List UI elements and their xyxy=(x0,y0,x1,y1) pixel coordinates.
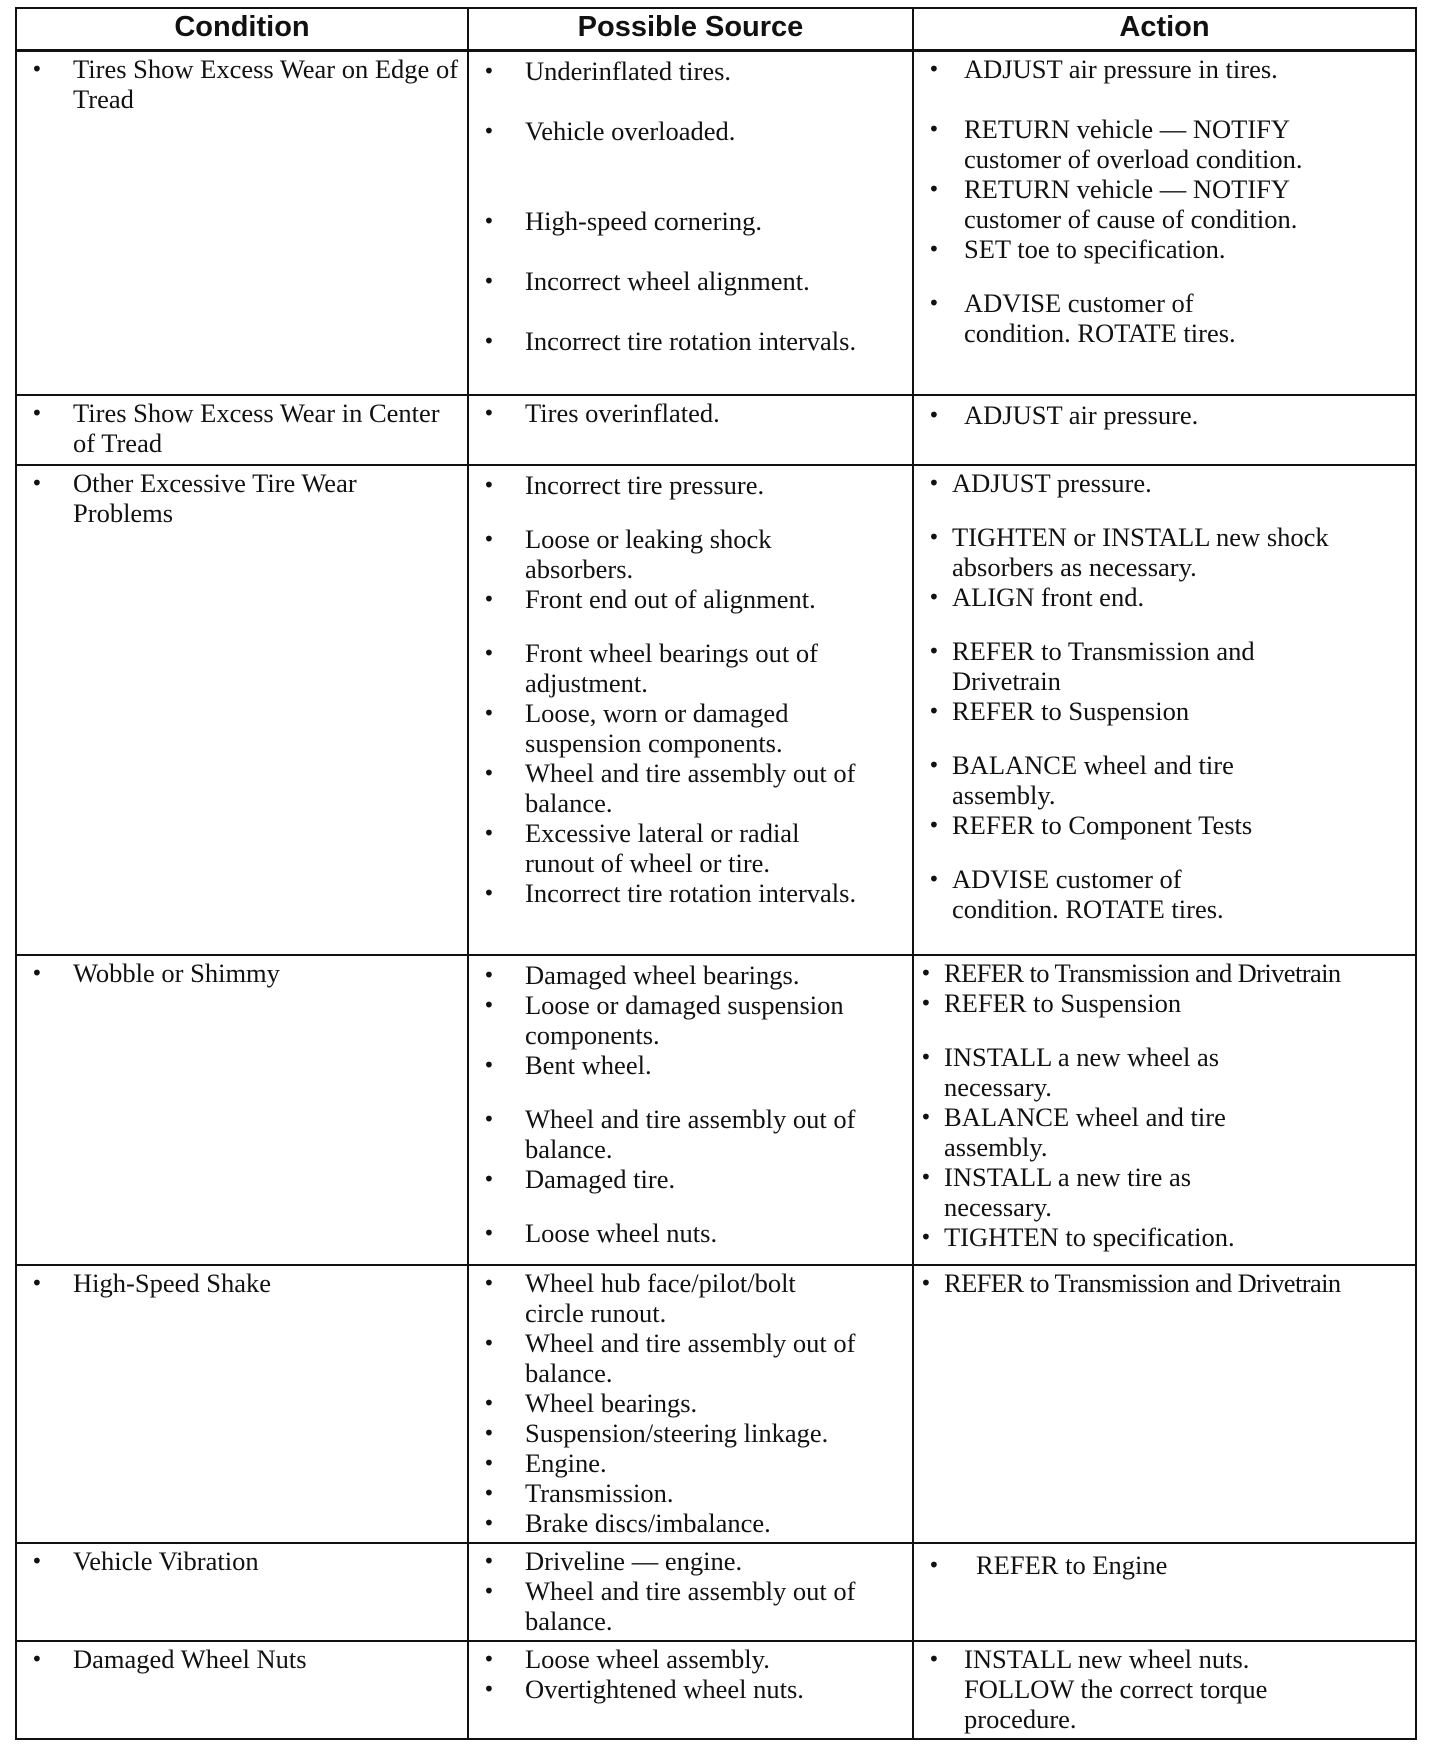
condition-cell xyxy=(16,1265,468,1543)
list-item xyxy=(469,584,908,614)
bullet-icon: • xyxy=(483,1548,495,1573)
source-text: Wheel hub face/pilot/bolt circle runout. xyxy=(525,1267,796,1328)
action-cell xyxy=(913,955,1416,1265)
bullet-icon: • xyxy=(483,119,495,143)
list-item xyxy=(17,54,463,114)
list-item xyxy=(469,990,908,1050)
condition-text: Vehicle Vibration xyxy=(73,1545,259,1576)
bullet-icon: • xyxy=(483,400,495,425)
condition-text: Other Excessive Tire Wear Problems xyxy=(73,467,357,528)
action-text: INSTALL a new tire as necessary. xyxy=(944,1161,1192,1222)
list-item xyxy=(469,1218,908,1248)
source-cell xyxy=(468,465,913,955)
source-text: Incorrect tire rotation intervals. xyxy=(525,326,857,356)
source-text: Vehicle overloaded. xyxy=(525,116,736,146)
bullet-icon: • xyxy=(928,470,940,495)
list-item xyxy=(914,864,1411,924)
bullet-icon: • xyxy=(31,960,43,985)
source-text: Front end out of alignment. xyxy=(525,583,816,614)
source-text: Front wheel bearings out of adjustment. xyxy=(525,637,818,698)
column-header-source: Possible Source xyxy=(468,8,913,51)
action-text: TIGHTEN to specification. xyxy=(944,1221,1235,1252)
list-item xyxy=(469,56,908,86)
source-text: Wheel and tire assembly out of balance. xyxy=(525,1327,856,1388)
list-item xyxy=(469,1418,908,1448)
condition-text: Damaged Wheel Nuts xyxy=(73,1643,307,1674)
table-row xyxy=(16,51,1416,395)
list-item xyxy=(469,1050,908,1080)
bullet-icon: • xyxy=(483,820,495,845)
action-text: REFER to Transmission and Drivetrain xyxy=(944,1267,1341,1298)
table-row xyxy=(16,955,1416,1265)
list-item xyxy=(914,636,1411,696)
action-text: INSTALL new wheel nuts. FOLLOW the correct torque procedure. xyxy=(964,1643,1268,1734)
source-text: Incorrect tire rotation intervals. xyxy=(525,877,857,908)
bullet-icon: • xyxy=(483,1052,495,1077)
source-text: Suspension/steering linkage. xyxy=(525,1417,829,1448)
action-cell xyxy=(913,1265,1416,1543)
list-item xyxy=(914,522,1411,582)
source-text: Loose wheel assembly. xyxy=(525,1643,770,1674)
bullet-icon: • xyxy=(483,1166,495,1191)
action-cell xyxy=(913,1543,1416,1641)
bullet-icon: • xyxy=(483,880,495,905)
bullet-icon: • xyxy=(928,752,940,777)
action-text: REFER to Suspension xyxy=(944,987,1182,1018)
list-item xyxy=(469,1546,908,1576)
list-item xyxy=(914,582,1411,612)
bullet-icon: • xyxy=(928,57,940,81)
bullet-icon: • xyxy=(920,1104,932,1129)
action-text: REFER to Engine xyxy=(976,1549,1168,1580)
bullet-icon: • xyxy=(483,59,495,83)
bullet-icon: • xyxy=(928,402,940,427)
list-item xyxy=(469,1164,908,1194)
list-item xyxy=(469,1388,908,1418)
action-text: ADJUST air pressure in tires. xyxy=(964,54,1278,84)
bullet-icon: • xyxy=(928,812,940,837)
bullet-icon: • xyxy=(928,1646,940,1671)
source-cell xyxy=(468,1543,913,1641)
bullet-icon: • xyxy=(483,700,495,725)
list-item xyxy=(469,1674,908,1704)
action-text: ADVISE customer of condition. ROTATE tires. xyxy=(952,863,1224,924)
action-text: TIGHTEN or INSTALL new shock absorbers as necessary. xyxy=(952,521,1329,582)
source-cell xyxy=(468,395,913,465)
list-item xyxy=(906,988,1415,1018)
list-item xyxy=(469,524,908,584)
list-item xyxy=(469,1268,908,1328)
list-item xyxy=(914,400,1411,430)
bullet-icon: • xyxy=(483,1450,495,1475)
bullet-icon: • xyxy=(920,990,932,1015)
bullet-icon: • xyxy=(920,1164,932,1189)
list-item xyxy=(906,1102,1415,1162)
list-item xyxy=(906,1162,1415,1222)
action-text: BALANCE wheel and tire assembly. xyxy=(944,1101,1226,1162)
list-item xyxy=(469,960,908,990)
source-text: Damaged wheel bearings. xyxy=(525,959,800,990)
source-text: Damaged tire. xyxy=(525,1163,676,1194)
source-text: Driveline — engine. xyxy=(525,1545,743,1576)
bullet-icon: • xyxy=(31,400,43,425)
bullet-icon: • xyxy=(483,269,495,293)
list-item xyxy=(469,698,908,758)
bullet-icon: • xyxy=(483,962,495,987)
bullet-icon: • xyxy=(920,960,932,985)
list-item xyxy=(17,398,463,458)
list-item xyxy=(914,174,1411,234)
condition-text: Wobble or Shimmy xyxy=(73,957,280,988)
table-header-row xyxy=(16,8,1416,51)
list-item xyxy=(469,1508,908,1538)
bullet-icon: • xyxy=(483,586,495,611)
list-item xyxy=(469,1644,908,1674)
bullet-icon: • xyxy=(928,524,940,549)
bullet-icon: • xyxy=(483,760,495,785)
list-item xyxy=(914,1550,1411,1580)
table-body xyxy=(16,51,1416,1739)
bullet-icon: • xyxy=(928,117,940,141)
list-item xyxy=(469,206,908,236)
bullet-icon: • xyxy=(920,1270,932,1295)
source-text: Tires overinflated. xyxy=(525,397,720,428)
list-item xyxy=(17,1644,463,1674)
bullet-icon: • xyxy=(483,1106,495,1131)
action-text: INSTALL a new wheel as necessary. xyxy=(944,1041,1220,1102)
table-row xyxy=(16,1265,1416,1543)
list-item xyxy=(914,54,1411,84)
source-cell xyxy=(468,955,913,1265)
source-text: Brake discs/imbalance. xyxy=(525,1507,771,1538)
list-item xyxy=(469,758,908,818)
action-text: REFER to Suspension xyxy=(952,695,1190,726)
bullet-icon: • xyxy=(483,1270,495,1295)
source-text: Excessive lateral or radial runout of wheel or tire. xyxy=(525,817,800,878)
column-header-action: Action xyxy=(913,8,1416,51)
list-item xyxy=(469,1448,908,1478)
bullet-icon: • xyxy=(31,1270,43,1295)
source-text: Wheel and tire assembly out of balance. xyxy=(525,1103,856,1164)
bullet-icon: • xyxy=(31,1548,43,1573)
column-header-condition: Condition xyxy=(16,8,468,51)
list-item xyxy=(914,750,1411,810)
bullet-icon: • xyxy=(928,291,940,315)
action-text: RETURN vehicle — NOTIFY customer of cause of condition. xyxy=(964,174,1298,234)
bullet-icon: • xyxy=(483,1646,495,1671)
bullet-icon: • xyxy=(928,237,940,261)
action-cell xyxy=(913,51,1416,395)
source-cell xyxy=(468,51,913,395)
list-item xyxy=(914,1644,1411,1734)
action-text: ADJUST pressure. xyxy=(952,467,1152,498)
bullet-icon: • xyxy=(483,640,495,665)
bullet-icon: • xyxy=(483,329,495,353)
bullet-icon: • xyxy=(928,866,940,891)
list-item xyxy=(469,1328,908,1388)
source-text: Bent wheel. xyxy=(525,1049,652,1080)
condition-cell xyxy=(16,1641,468,1739)
list-item xyxy=(914,696,1411,726)
source-text: Loose or damaged suspension components. xyxy=(525,989,844,1050)
source-text: Wheel bearings. xyxy=(525,1387,698,1418)
condition-text: Tires Show Excess Wear in Center of Tread xyxy=(73,397,440,458)
action-text: REFER to Transmission and Drivetrain xyxy=(952,635,1255,696)
source-text: Transmission. xyxy=(525,1477,674,1508)
action-text: REFER to Component Tests xyxy=(952,809,1253,840)
source-text: Incorrect wheel alignment. xyxy=(525,266,810,296)
action-text: REFER to Transmission and Drivetrain xyxy=(944,957,1341,988)
condition-cell xyxy=(16,395,468,465)
list-item xyxy=(17,1546,463,1576)
list-item xyxy=(914,288,1411,348)
table-row xyxy=(16,1543,1416,1641)
bullet-icon: • xyxy=(928,638,940,663)
source-text: High-speed cornering. xyxy=(525,206,762,236)
list-item xyxy=(469,266,908,296)
bullet-icon: • xyxy=(483,1676,495,1701)
source-text: Wheel and tire assembly out of balance. xyxy=(525,757,856,818)
list-item xyxy=(906,1042,1415,1102)
list-item xyxy=(469,398,908,428)
action-text: ADVISE customer of condition. ROTATE tires. xyxy=(964,288,1236,348)
list-item xyxy=(469,818,908,878)
bullet-icon: • xyxy=(483,1578,495,1603)
condition-text: High-Speed Shake xyxy=(73,1267,271,1298)
action-text: SET toe to specification. xyxy=(964,234,1226,264)
list-item xyxy=(469,470,908,500)
action-cell xyxy=(913,465,1416,955)
bullet-icon: • xyxy=(483,526,495,551)
bullet-icon: • xyxy=(483,1420,495,1445)
table-row xyxy=(16,465,1416,955)
bullet-icon: • xyxy=(483,1480,495,1505)
bullet-icon: • xyxy=(31,57,43,81)
bullet-icon: • xyxy=(920,1224,932,1249)
source-cell xyxy=(468,1641,913,1739)
source-text: Incorrect tire pressure. xyxy=(525,469,765,500)
bullet-icon: • xyxy=(928,177,940,201)
bullet-icon: • xyxy=(31,1646,43,1671)
table-row xyxy=(16,395,1416,465)
source-text: Loose, worn or damaged suspension components. xyxy=(525,697,789,758)
source-text: Wheel and tire assembly out of balance. xyxy=(525,1575,856,1636)
list-item xyxy=(906,1268,1415,1298)
list-item xyxy=(469,878,908,908)
source-text: Loose or leaking shock absorbers. xyxy=(525,523,772,584)
bullet-icon: • xyxy=(483,992,495,1017)
action-text: ADJUST air pressure. xyxy=(964,399,1199,430)
list-item xyxy=(914,468,1411,498)
table-row xyxy=(16,1641,1416,1739)
condition-cell xyxy=(16,465,468,955)
list-item xyxy=(17,1268,463,1298)
action-text: BALANCE wheel and tire assembly. xyxy=(952,749,1234,810)
condition-cell xyxy=(16,955,468,1265)
condition-text: Tires Show Excess Wear on Edge of Tread xyxy=(73,54,459,114)
bullet-icon: • xyxy=(483,1220,495,1245)
list-item xyxy=(906,958,1415,988)
action-text: ALIGN front end. xyxy=(952,581,1145,612)
bullet-icon: • xyxy=(928,698,940,723)
action-cell xyxy=(913,1641,1416,1739)
list-item xyxy=(914,234,1411,264)
bullet-icon: • xyxy=(483,1330,495,1355)
bullet-icon: • xyxy=(483,209,495,233)
diagnosis-table-container xyxy=(15,7,1415,1740)
list-item xyxy=(906,1222,1415,1252)
list-item xyxy=(469,638,908,698)
action-cell xyxy=(913,395,1416,465)
condition-cell xyxy=(16,1543,468,1641)
list-item xyxy=(17,958,463,988)
source-cell xyxy=(468,1265,913,1543)
source-text: Underinflated tires. xyxy=(525,56,732,86)
condition-cell xyxy=(16,51,468,395)
bullet-icon: • xyxy=(483,472,495,497)
list-item xyxy=(469,1576,908,1636)
list-item xyxy=(914,810,1411,840)
action-text: RETURN vehicle — NOTIFY customer of overload condition. xyxy=(964,114,1303,174)
source-text: Loose wheel nuts. xyxy=(525,1217,718,1248)
bullet-icon: • xyxy=(483,1510,495,1535)
list-item xyxy=(469,326,908,356)
source-text: Overtightened wheel nuts. xyxy=(525,1673,804,1704)
bullet-icon: • xyxy=(920,1044,932,1069)
list-item xyxy=(469,116,908,146)
bullet-icon: • xyxy=(928,1552,940,1577)
list-item xyxy=(469,1478,908,1508)
bullet-icon: • xyxy=(31,470,43,495)
list-item xyxy=(469,1104,908,1164)
list-item xyxy=(17,468,463,528)
source-text: Engine. xyxy=(525,1447,607,1478)
list-item xyxy=(914,114,1411,174)
bullet-icon: • xyxy=(928,584,940,609)
diagnosis-table xyxy=(15,7,1417,1740)
bullet-icon: • xyxy=(483,1390,495,1415)
